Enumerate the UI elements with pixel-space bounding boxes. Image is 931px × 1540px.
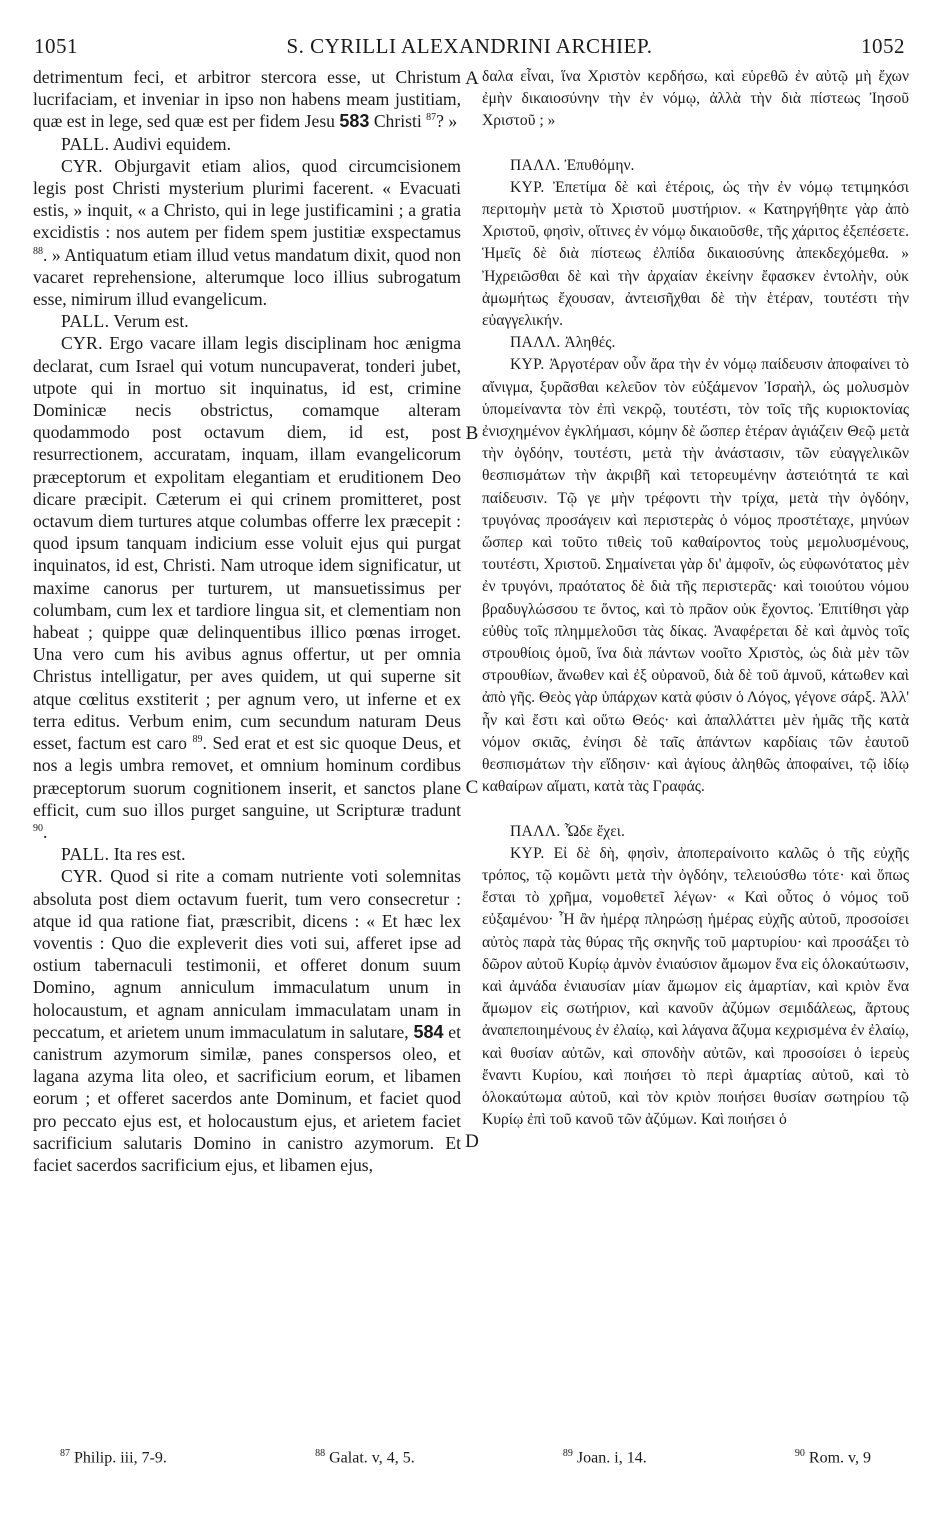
greek-speech: ΚΥΡ. Ἀργοτέραν οὖν ἄρα τὴν ἐν νόμῳ παίδευσιν ἀποφαίνει τὸ αἴνιγμα, ξυρᾶσθαι κελεῦον τὸν εὐξάμενον Ἰσραὴλ, ὡς μολυσμὸν ὑπομείναντα τὸν ἐπὶ νεκρῷ, τουτέστι, τὸν τοῖς τῆς κυριοκτονίας ἐνισχημένον ἐγκλήμασι, κόμην δὲ ὥσπερ ἑτέραν ἁγιάζειν Θεῷ μετὰ τὴν ὀγδόην, τουτέστι, μετὰ τὴν ἀνάστασιν, τῶν εὐαγγελικῶν θεσπισμάτων τὴν ἀκριβῆ καὶ τετορευμένην ἀστειότητά τε καὶ παίδευσιν. Τῷ γε μὴν τρέφοντι τὴν τρίχα, μετὰ τὴν ὀγδόην, τρυγόνας προσάγειν καὶ περιστερὰς ὁ νόμος προστέταχε, μηνύων ὥσπερ καὶ τοῦτο τιθεὶς τοῦ καθαίροντος τοὺς μεμολυσμένους, τουτέστι, Χριστοῦ. Σημαίνεται γὰρ δι' ἀμφοῖν, ὡς εὐφωνότατος μὲν ἐν τρυγόνι, πραότατος δὲ διὰ τῆς περιστερᾶς· καὶ τοιούτου νόμου βραδυγλώσσου τε ὄντος, καὶ τὸ πρᾶον οὐκ ἔχοντος. Ἐπιτίθησι γὰρ εὐθὺς τοῖς πλημμελοῦσι τὰς δίκας. Ἀναφέρεται δὲ καὶ ἀμνὸς τοῖς στρουθίοις ὁμοῦ, ἵνα διὰ πάντων νοοῖτο Χριστὸς, ὡς διὰ μὲν τῶν στρουθίων, ἄνωθεν καὶ ἐξ οὐρανοῦ, διὰ δὲ τοῦ ἀμνοῦ, κάτωθεν καὶ ἀπὸ γῆς. Θεὸς γὰρ ὑπάρχων κατὰ φύσιν ὁ Λόγος, γέγονε σάρξ. Ἀλλ' ἦν καὶ ἔστι καὶ οὕτω Θεός· καὶ ἀπαλλάττει μὲν ἡμᾶς τῆς κατὰ νόμον σκιᾶς, ἐνίησι δὲ ταῖς ἁπάντων καρδίαις τῶν ἑαυτοῦ θεσπισμάτων τὴν εἴδησιν· καὶ ἁγίους ἀληθῶς ἀποφαίνει, τῷ ἰδίῳ καθαίρων αἵματι, κατὰ τὰς Γραφάς. bbox=[482, 356, 909, 796]
running-title: S. CYRILLI ALEXANDRINI ARCHIEP. bbox=[286, 34, 653, 58]
latin-speech: CYR. Objurgavit etiam alios, quod circumcisionem legis post Christi mysterium plurimi facerent. « Evacuati estis, » inquit, « a Christo, qui in lege justificamini ; a gratia excidistis : nos autem per fidem spem justitiæ exspectamus $^{88}$. » Antiquatum etiam illud vetus mandatum dixit, quod non vacaret reprehensione, alterumque loco illius subrogatum esse, nimirum illud evangelicum. bbox=[33, 155, 461, 310]
greek-speech: ΠΑΛΛ. Ἐπυθόμην. bbox=[510, 156, 635, 174]
speaker-label: PALL. bbox=[61, 133, 110, 154]
speaker-label: ΠΑΛΛ. bbox=[510, 822, 561, 840]
speaker-label: CYR. bbox=[61, 155, 103, 176]
footnote: $^{87}$ Philip. iii, 7-9. bbox=[60, 1448, 167, 1467]
page-marker: 583 bbox=[339, 111, 370, 132]
greek-speech: ΠΑΛΛ. Ἀληθές. bbox=[510, 334, 616, 352]
latin-speech: CYR. Quod si rite a comam nutriente voti solemnitas absoluta post diem octavum fuerit, tum vero consecretur : atque id qua ratione fiat, præscribit, dicens : « Et hæc lex voventis : Quo die expleverit dies voti sui, afferet ipse ad ostium tabernaculi testimonii, et offeret donum suum Domino, agnum anniculum immaculatum unum in holocaustum, et agnam anniculam immaculatam unam in peccatum, et arietem unum immaculatum in salutare, 584 et canistrum azymorum similæ, panes conspersos oleo, et lagana azyma lita oleo, et sacrificium eorum, et libamen eorum ; et offeret sacerdos ante Dominum, et faciet quod pro peccato ejus est, et holocaustum ejus, et arietem faciet sacrificium salutaris Domino in canistro azymorum. Et faciet sacerdos sacrificium ejus, et libamen ejus, bbox=[33, 866, 461, 1175]
footnote: $^{90}$ Rom. v, 9 bbox=[794, 1448, 871, 1467]
latin-speech: PALL. Ita res est. bbox=[61, 844, 186, 865]
footnote-ref: 87 bbox=[426, 112, 437, 124]
latin-speech: PALL. Verum est. bbox=[61, 311, 189, 332]
speaker-label: PALL. bbox=[61, 844, 110, 865]
latin-column bbox=[33, 66, 461, 1431]
latin-paragraph: detrimentum feci, et arbitror stercora esse, ut Christum lucrifaciam, et inveniar in ipso non habens meam justitiam, quæ est in lege, sed quæ est per fidem Jesu 583 Christi $^{87}$? » bbox=[33, 67, 461, 132]
page-header bbox=[30, 34, 909, 64]
footnote: $^{88}$ Galat. v, 4, 5. bbox=[315, 1448, 415, 1467]
page-marker: 584 bbox=[413, 1021, 444, 1042]
page-number-left: 1051 bbox=[34, 34, 78, 58]
footnote-ref: 88 bbox=[33, 245, 43, 257]
latin-speech: CYR. Ergo vacare illam legis disciplinam hoc ænigma declarat, cum Israel qui votum nuncupaverat, tonderi jubet, utpote qui in mortuo sit inquinatus, id est, crimine Dominicæ necis obstrictus, comamque alteram quodammodo post octavum diem, id est, post resurrectionem, accuratam, inquam, illam evangelicorum præceptorum et expolitam elegantiam et eruditionem Deo dicare præcipit. Cæterum ei qui crinem promitteret, post octavum diem turtures atque columbas offerre lex præcepit : quod ipsum tanquam indicium esse voluit ejus qui purgat inquinatos, id est, Christi. Nam utroque idem significatur, ut maxime canorus per turturem, ut mansuetissimus per columbam, cum lex et tardiore lingua sit, et clementiam non habeat ; quippe quæ delinquentibus illico pœnas irroget. Una vero cum his avibus agnus offertur, ut per omnia Christus intelligatur, per aves quidem, ut qui superne sit atque cœlitus exstiterit ; per agnum vero, ut inferne et ex terra editus. Verbum enim, cum secundum naturam Deus esset, factum est caro $^{89}$. Sed erat et est sic quoque Deus, et nos a legis umbra removet, et omnium hominum cordibus præceptorum suorum cognitionem inserit, et sanctos plane efficit, cum suo illos purget sanguine, ut Scripturæ tradunt $^{90}$. bbox=[33, 333, 461, 842]
speaker-label: ΠΑΛΛ. bbox=[510, 156, 561, 174]
speaker-label: CYR. bbox=[61, 333, 103, 354]
speaker-label: ΚΥΡ. bbox=[510, 356, 545, 374]
speaker-label: PALL. bbox=[61, 311, 110, 332]
margin-marker-d: D bbox=[465, 1131, 479, 1152]
greek-paragraph: δαλα εἶναι, ἵνα Χριστὸν κερδήσω, καὶ εὑρεθῶ ἐν αὐτῷ μὴ ἔχων ἐμὴν δικαιοσύνην τὴν ἐν νόμῳ, ἀλλὰ τὴν διὰ πίστεως Ἰησοῦ Χριστοῦ ; » bbox=[482, 68, 909, 130]
greek-speech: ΚΥΡ. Εἰ δὲ δὴ, φησὶν, ἀποπεραίνοιτο καλῶς ὁ τῆς εὐχῆς τρόπος, τῷ κομῶντι μετὰ τὴν ὀγδόην, τελειούσθω τότε· καὶ ὅπως ἔσται τὸ χρῆμα, νομοθετεῖ λέγων· « Καὶ οὗτος ὁ νόμος τοῦ εὐξαμένου· Ἧ ἂν ἡμέρᾳ πληρώσῃ ἡμέρας εὐχῆς αὐτοῦ, προσοίσει αὐτὸς παρὰ τὰς θύρας τῆς σκηνῆς τοῦ μαρτυρίου· καὶ προσάξει τὸ δῶρον αὐτοῦ Κυρίῳ ἀμνὸν ἐνιαύσιον ἄμωμον ἕνα εἰς ὁλοκαύτωσιν, καὶ ἀμνάδα ἐνιαυσίαν μίαν ἄμωμον εἰς ἁμαρτίαν, καὶ κριὸν ἕνα ἄμωμον εἰς σωτήριον, καὶ κανοῦν ἀζύμων σεμιδάλεως, ἄρτους ἀναπεποιημένους ἐν ἐλαίῳ, καὶ λάγανα ἄζυμα κεχρισμένα ἐν ἐλαίῳ, καὶ θυσίαν αὐτῶν, καὶ σπονδὴν αὐτῶν, καὶ προσοίσει ὁ ἱερεὺς ἔναντι Κυρίου, καὶ ποιήσει τὸ περὶ ἁμαρτίας αὐτοῦ, καὶ τὸ ὁλοκαύτωμα αὐτοῦ, καὶ τὸν κριὸν ποιήσει θυσίαν σωτηρίου τῷ Κυρίῳ ἐπὶ τοῦ κανοῦ τῶν ἀζύμων. Καὶ ποιήσει ὁ bbox=[482, 844, 909, 1129]
footnotes bbox=[60, 1448, 871, 1478]
margin-marker-a: A bbox=[465, 68, 479, 89]
greek-column bbox=[482, 66, 909, 1431]
page-number-right: 1052 bbox=[861, 34, 905, 58]
latin-speech: PALL. Audivi equidem. bbox=[61, 133, 231, 154]
speaker-label: ΚΥΡ. bbox=[510, 178, 545, 196]
footnote-ref: 89 bbox=[192, 734, 203, 746]
footnote: $^{89}$ Joan. i, 14. bbox=[562, 1448, 647, 1467]
speaker-label: ΚΥΡ. bbox=[510, 844, 545, 862]
speaker-label: CYR. bbox=[61, 866, 103, 887]
margin-marker-c: C bbox=[465, 777, 479, 798]
greek-speech: ΠΑΛΛ. Ὧδε ἔχει. bbox=[510, 822, 625, 840]
speaker-label: ΠΑΛΛ. bbox=[510, 334, 561, 352]
greek-speech: ΚΥΡ. Ἐπετίμα δὲ καὶ ἑτέροις, ὡς τὴν ἐν νόμῳ τετιμηκόσι περιτομὴν μετὰ τὸ Χριστοῦ μυστήριον. « Κατηργήθητε γὰρ ἀπὸ Χριστοῦ, φησὶν, οἵτινες ἐν νόμῳ δικαιοῦσθε, τῆς χάριτος ἐξεπέσετε. Ἡμεῖς δὲ διὰ πίστεως ἐλπίδα δικαιοσύνης ἀπεκδεχόμεθα. » Ἠχρειῶσθαι δὲ καὶ τὴν ἀρχαίαν ἐκείνην ἔφασκεν ἐντολὴν, οὐκ ἀμωμήτως ἔχουσαν, ἀντεισῆχθαι δὲ τὴν ἑτέραν, τουτέστι τὴν εὐαγγελικήν. bbox=[482, 178, 909, 330]
margin-marker-b: B bbox=[465, 423, 479, 444]
footnote-ref: 90 bbox=[33, 823, 43, 835]
